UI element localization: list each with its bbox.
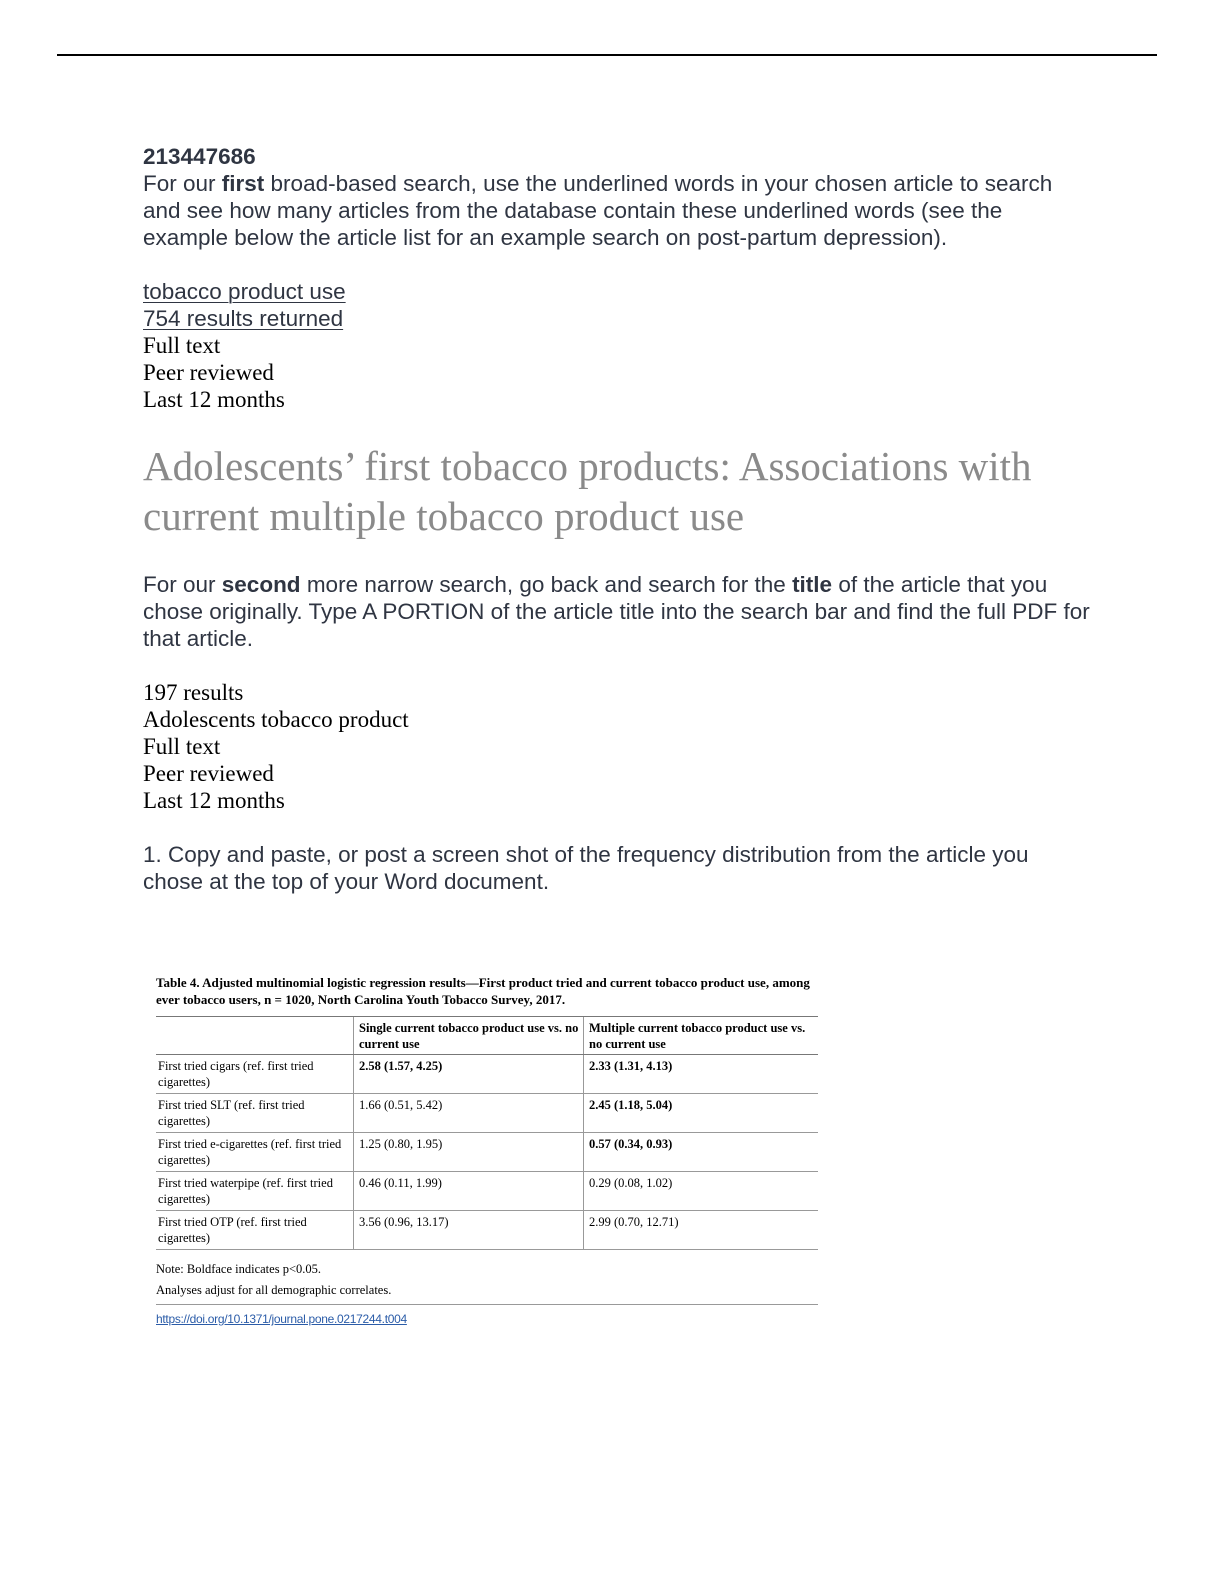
search2-filter: Last 12 months [143,788,285,813]
table-cell: First tried cigars (ref. first tried cigarettes) [156,1055,354,1094]
table-row [156,1133,818,1172]
regression-table [156,1016,818,1250]
table-cell: 2.33 (1.31, 4.13) [584,1055,819,1094]
table-cell: 2.45 (1.18, 5.04) [584,1094,819,1133]
first-search-instructions: For our first broad-based search, use the underlined words in your chosen article to search and see how many articles from the database contain these underlined words (see the example below the article list for an example search on post-partum depression). [143,171,1053,250]
search2-filter: Peer reviewed [143,761,274,786]
search2-filter: Full text [143,734,221,759]
table-cell: 0.57 (0.34, 0.93) [584,1133,819,1172]
table-screenshot [156,974,818,1326]
table-cell: 3.56 (0.96, 13.17) [354,1211,584,1250]
search2-terms: Adolescents tobacco product [143,707,409,732]
table-row [156,1172,818,1211]
search1-filter: Full text [143,333,221,358]
table-cell: 0.46 (0.11, 1.99) [354,1172,584,1211]
question-1: 1. Copy and paste, or post a screen shot of the frequency distribution from the article you chose at the top of your Word document. [143,842,1029,894]
table-notes [156,1259,818,1305]
table-row [156,1211,818,1250]
table-cell: 2.99 (0.70, 12.71) [584,1211,819,1250]
document-id: 213447686 [143,144,256,169]
table-cell: 0.29 (0.08, 1.02) [584,1172,819,1211]
search1-results: 754 results returned [143,306,344,331]
table-header-cell [156,1017,354,1055]
search1-filter: Peer reviewed [143,360,274,385]
search1-filter: Last 12 months [143,387,285,412]
table-note: Analyses adjust for all demographic correlates. [156,1283,392,1297]
doi-link[interactable]: https://doi.org/10.1371/journal.pone.0217244.t004 [156,1312,407,1326]
document-body [143,143,1093,895]
table-cell: 2.58 (1.57, 4.25) [354,1055,584,1094]
article-title: Adolescents’ first tobacco products: Associations with current multiple tobacco product use [143,443,1032,539]
table-header-cell: Single current tobacco product use vs. no current use [354,1017,584,1055]
table-cell: 1.66 (0.51, 5.42) [354,1094,584,1133]
table-row [156,1094,818,1133]
header-rule [57,54,1157,56]
search1-terms: tobacco product use [143,279,346,304]
table-note: Note: Boldface indicates p<0.05. [156,1262,321,1276]
table-header-cell: Multiple current tobacco product use vs. no current use [584,1017,819,1055]
table-cell: First tried waterpipe (ref. first tried cigarettes) [156,1172,354,1211]
table-caption: Table 4. Adjusted multinomial logistic regression results—First product tried and current tobacco product use, among ever tobacco users, n = 1020, North Carolina Youth Tobacco Survey, 2017. [156,975,810,1007]
table-cell: First tried e-cigarettes (ref. first tried cigarettes) [156,1133,354,1172]
table-cell: First tried SLT (ref. first tried cigarettes) [156,1094,354,1133]
table-header-row [156,1017,818,1055]
table-row [156,1055,818,1094]
search2-results: 197 results [143,680,244,705]
table-cell: First tried OTP (ref. first tried cigarettes) [156,1211,354,1250]
table-cell: 1.25 (0.80, 1.95) [354,1133,584,1172]
second-search-instructions: For our second more narrow search, go back and search for the title of the article that you chose originally. Type A PORTION of the article title into the search bar and find the full PDF for that article. [143,572,1090,651]
